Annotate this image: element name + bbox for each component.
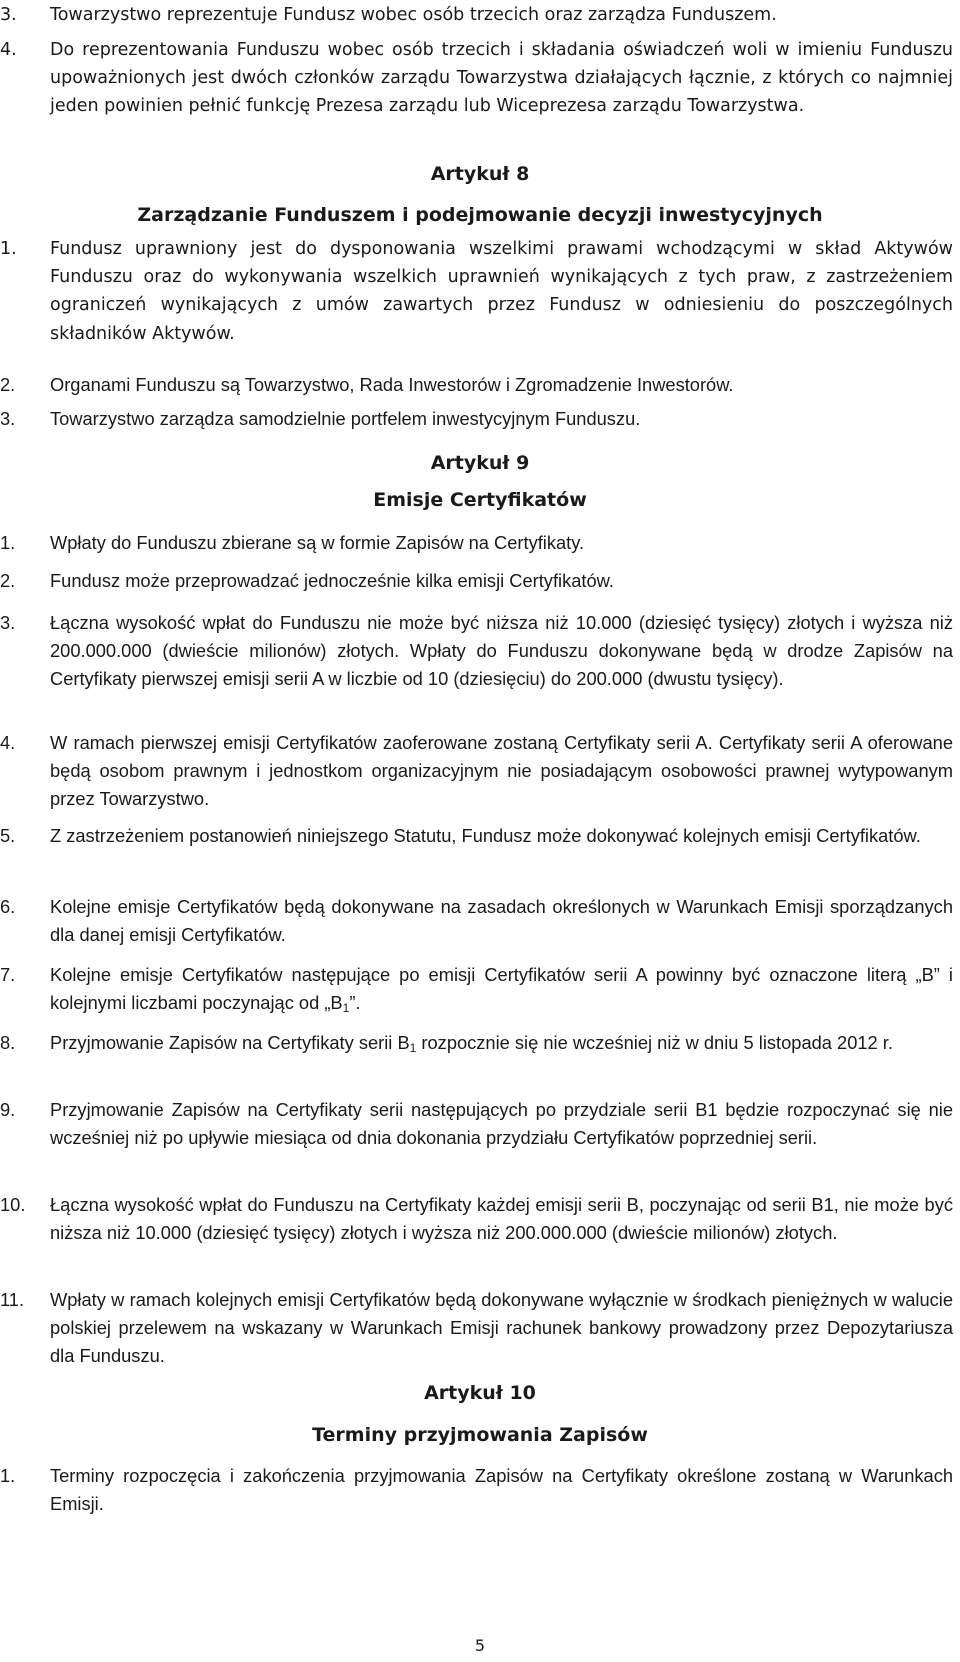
article-heading: Artykuł 9 [430,452,530,474]
item-number: 3. [0,612,16,633]
item-number: 4. [0,40,17,60]
list-item [0,529,953,557]
item-number: 3. [0,5,17,25]
item-text: Kolejne emisje Certyfikatów będą dokonywane na zasadach określonych w Warunkach Emisji sporządzanych dla danej emisji Certyfikatów. [50,896,953,946]
list-item [0,609,953,694]
article-heading: Artykuł 10 [424,1382,536,1404]
item-number: 9. [0,1099,16,1120]
list-item [0,567,953,595]
item-text: Fundusz może przeprowadzać jednocześnie kilka emisji Certyfikatów. [50,570,614,591]
item-text: Organami Funduszu są Towarzystwo, Rada Inwestorów i Zgromadzenie Inwestorów. [50,374,734,395]
item-number: 11. [0,1289,25,1310]
item-number: 2. [0,374,16,395]
list-item [0,729,953,814]
item-text: W ramach pierwszej emisji Certyfikatów zaoferowane zostaną Certyfikaty serii A. Certyfikaty serii A oferowane będą osobom prawnym i jednostkom organizacyjnym nie posiadającym osobowości prawnej wytypowanym przez Towarzystwo. [50,732,953,810]
item-text: Przyjmowanie Zapisów na Certyfikaty serii $B_1$ rozpocznie się nie wcześniej niż w dniu 5 listopada 2012 r. [50,1032,893,1055]
list-item [0,1286,953,1371]
item-number: 10. [0,1194,26,1215]
article-heading: Artykuł 8 [430,163,530,185]
item-text: Przyjmowanie Zapisów na Certyfikaty serii następujących po przydziale serii B1 będzie rozpoczynać się nie wcześniej niż po upływie miesiąca od dnia dokonania przydziału Certyfikatów poprzedniej serii. [50,1099,953,1149]
item-text: Łączna wysokość wpłat do Funduszu na Certyfikaty każdej emisji serii B, poczynając od serii B1, nie może być niższa niż 10.000 (dziesięć tysięcy) złotych i wyższa niż 200.000.000 (dwieście milionów) złotych. [50,1194,953,1244]
item-number: 5. [0,825,16,846]
item-number: 6. [0,896,16,917]
list-item [0,405,953,433]
list-item [0,893,953,949]
item-text: Wpłaty w ramach kolejnych emisji Certyfikatów będą dokonywane wyłącznie w środkach pieniężnych w walucie polskiej przelewem na wskazany w Warunkach Emisji rachunek bankowy prowadzony przez Depozytariusza dla Funduszu. [50,1289,953,1367]
item-text: Fundusz uprawniony jest do dysponowania wszelkimi prawami wchodzącymi w skład Aktywów Funduszu oraz do wykonywania wszelkich uprawnień wynikających z tych praw, z zastrzeżeniem ograniczeń wynikających z umów zawartych przez Fundusz w odniesieniu do poszczególnych składników Aktywów. [50,239,953,344]
list-item [0,235,953,348]
item-number: 1. [0,532,16,553]
item-text: Kolejne emisje Certyfikatów następujące po emisji Certyfikatów serii A powinny być oznaczone literą „B” i kolejnymi liczbami poczynając od $„B_1$”. [50,964,953,1016]
item-number: 7. [0,964,16,985]
page-number: 5 [474,1636,486,1655]
item-text: Towarzystwo reprezentuje Fundusz wobec osób trzecich oraz zarządza Funduszem. [50,5,777,25]
item-text: Towarzystwo zarządza samodzielnie portfelem inwestycyjnym Funduszu. [50,408,641,429]
item-text: Do reprezentowania Funduszu wobec osób trzecich i składania oświadczeń woli w imieniu Funduszu upoważnionych jest dwóch członków zarządu Towarzystwa działających łącznie, z których co najmniej jeden powinien pełnić funkcję Prezesa zarządu lub Wiceprezesa zarządu Towarzystwa. [50,40,953,117]
item-number: 1. [0,1465,16,1486]
article-subheading: Emisje Certyfikatów [373,489,587,511]
item-text: Wpłaty do Funduszu zbierane są w formie Zapisów na Certyfikaty. [50,532,585,553]
item-number: 8. [0,1032,16,1053]
list-item [0,371,953,399]
list-item [0,961,953,1017]
item-number: 1. [0,239,17,259]
item-text: Łączna wysokość wpłat do Funduszu nie może być niższa niż 10.000 (dziesięć tysięcy) złotych i wyższa niż 200.000.000 (dwieście milionów) złotych. Wpłaty do Funduszu dokonywane będą w drodze Zapisów na Certyfikaty pierwszej emisji serii A w liczbie od 10 (dziesięciu) do 200.000 (dwustu tysięcy). [50,612,953,690]
item-number: 3. [0,408,16,429]
item-text: Terminy rozpoczęcia i zakończenia przyjmowania Zapisów na Certyfikaty określone zostaną w Warunkach Emisji. [50,1465,953,1515]
article-subheading: Zarządzanie Funduszem i podejmowanie decyzji inwestycyjnych [137,204,823,226]
item-text: Z zastrzeżeniem postanowień niniejszego Statutu, Fundusz może dokonywać kolejnych emisji Certyfikatów. [50,825,921,846]
list-item [0,1,953,29]
article-subheading: Terminy przyjmowania Zapisów [312,1424,648,1446]
list-item [0,1191,953,1247]
item-number: 2. [0,570,16,591]
list-item [0,1096,953,1152]
item-number: 4. [0,732,16,753]
list-item [0,822,953,850]
list-item [0,1462,953,1518]
list-item [0,1029,953,1057]
list-item [0,36,953,121]
